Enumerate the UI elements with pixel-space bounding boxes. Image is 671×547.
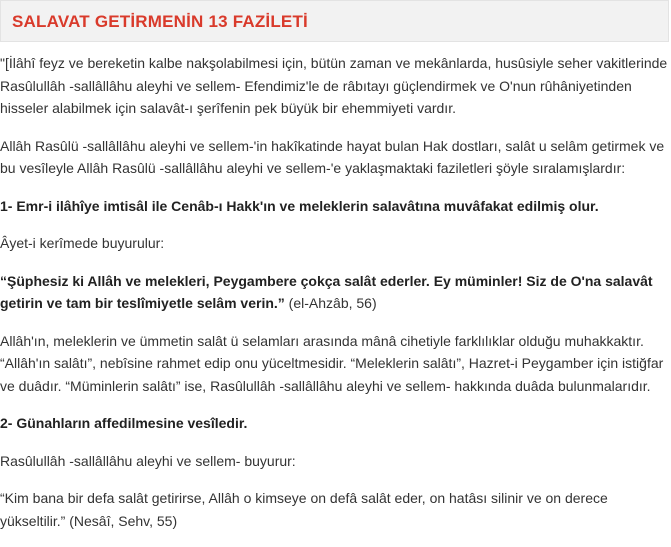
virtue-heading-2: 2- Günahların affedilmesine vesîledir. bbox=[0, 415, 248, 431]
article-title-bar bbox=[0, 0, 669, 42]
verse-quote-text: “Şüphesiz ki Allâh ve melekleri, Peygambere çokça salât ederler. Ey müminler! Siz de O'na salavât getirin ve tam bir teslîmiyetle selâm verin.” bbox=[0, 272, 653, 311]
salat-meaning-paragraph: Allâh'ın, meleklerin ve ümmetin salât ü selamları arasında mânâ cihetiyle farklılıklar olduğu muhakkaktır. “Allâh'ın salâtı”, nebîsine rahmet edip onu yüceltmesidir. “Meleklerin salâtı”, Hazret-i Peygamber için istiğfar ve duâdır. “Müminlerin salâtı” ise, Rasûlullâh -sallâllâhu aleyhi ve sellem- hakkında duâda bulunmalarıdır. bbox=[0, 332, 664, 394]
hadith-intro-paragraph: Rasûlullâh -sallâllâhu aleyhi ve sellem- buyurur: bbox=[0, 452, 296, 469]
article-body bbox=[0, 52, 668, 547]
verse-quote-paragraph bbox=[0, 270, 668, 315]
intro-paragraph: "[İlâhî feyz ve bereketin kalbe nakşolabilmesi için, bütün zaman ve mekânlarda, husûsiyle seher vakitlerinde Rasûlullâh -sallâllâhu aleyhi ve sellem- Efendimiz'le de râbıtayı güçlendirmek ve O'nun rûhâniyetinden hisseler alabilmek için salavât-ı şerîfenin pek büyük bir ehemmiyeti vardır. bbox=[0, 55, 668, 116]
article-title: SALAVAT GETİRMENİN 13 FAZİLETİ bbox=[12, 12, 308, 31]
virtues-intro-paragraph: Allâh Rasûlü -sallâllâhu aleyhi ve sellem-'in hakîkatinde hayat bulan Hak dostları, salât u selâm getirmek ve bu vesîleyle Allâh Rasûlü -sallâllâhu aleyhi ve sellem-'e yaklaşmaktaki faziletleri şöyle sıralamışlardır: bbox=[0, 137, 665, 176]
verse-quote-source: (el-Ahzâb, 56) bbox=[284, 295, 377, 311]
virtue-heading-1: 1- Emr-i ilâhîye imtisâl ile Cenâb-ı Hakk'ın ve meleklerin salavâtına muvâfakat edilmiş olur. bbox=[0, 197, 599, 214]
verse-intro-paragraph: Âyet-i kerîmede buyurulur: bbox=[0, 235, 165, 251]
hadith-quote-paragraph: “Kim bana bir defa salât getirirse, Allâh o kimseye on defâ salât eder, on hatâsı silinir ve on derece yükseltilir.” (Nesâî, Sehv, 55) bbox=[0, 490, 608, 529]
